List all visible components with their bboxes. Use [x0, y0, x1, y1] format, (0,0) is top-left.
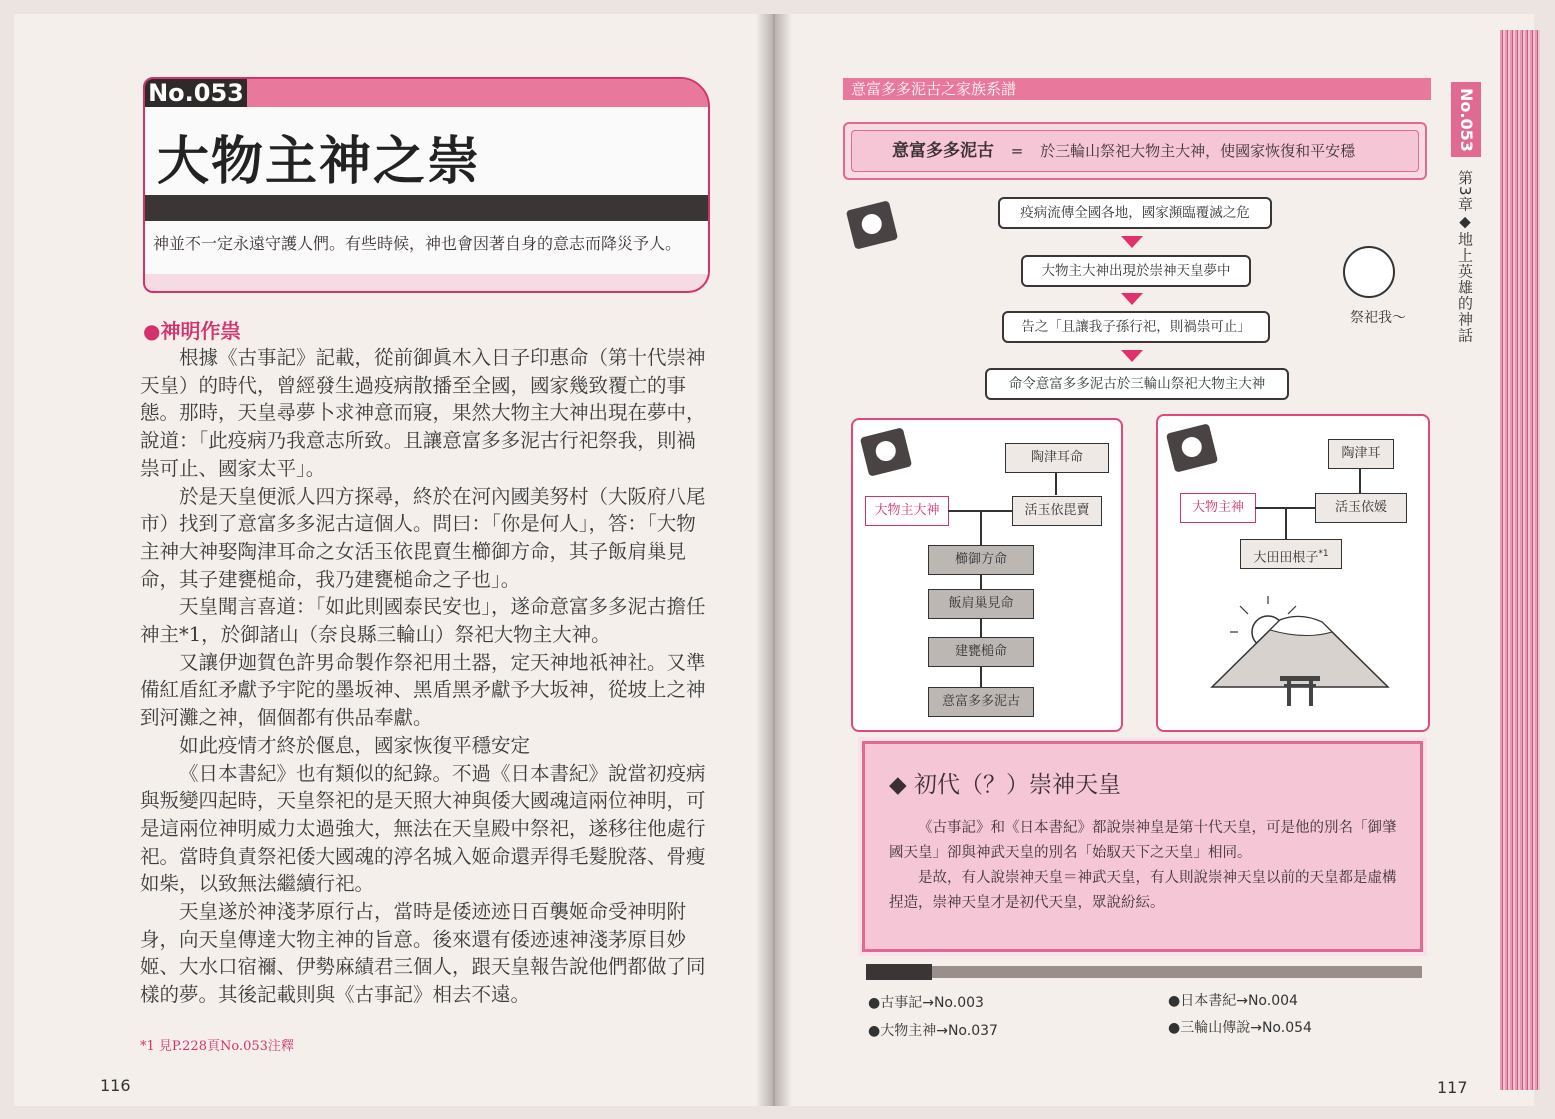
tree-node-father-in-law: 陶津耳命 [1005, 443, 1109, 473]
tree-node-child-note: *1 [1318, 549, 1329, 559]
tree-node-god: 大物主大神 [865, 496, 949, 526]
paragraph: 天皇遂於神淺茅原行占，當時是倭迹迹日百襲姬命受神明附身，向天皇傳達大物主神的旨意。後來還有倭迹速神淺茅原目妙姬、大水口宿禰、伊勢麻績君三個人，跟天皇報告說他們都做了同樣的夢。其後記載則與《古事記》相去不遠。 [140, 900, 706, 1007]
flow-step: 命令意富多多泥古於三輪山祭祀大物主大神 [985, 368, 1289, 400]
side-tab-number: No.053 [1451, 82, 1481, 157]
tree-node-wife: 活玉依毘賣 [1012, 496, 1102, 526]
reference-bar-tab [866, 964, 932, 980]
tree-node-child [1240, 539, 1342, 569]
equation-definition: 於三輪山祭祀大物主大神，使國家恢復和平安穩 [1040, 142, 1356, 160]
tree-node-wife: 活玉依媛 [1315, 493, 1407, 523]
page-number-left: 116 [100, 1076, 131, 1095]
reference-item: ●古事記→No.003 [868, 995, 984, 1011]
reference-item: ●大物主神→No.037 [868, 1023, 998, 1039]
paragraph: 如此疫情才終於偃息，國家恢復平穩安定 [179, 733, 531, 757]
paragraph: 《日本書紀》也有類似的紀錄。不過《日本書紀》說當初疫病與叛變四起時，天皇祭祀的是天照大神與倭大國魂這兩位神明，可是這兩位神明威力太過強大，無法在天皇殿中祭祀，遂移往他處行祀。當時負責祭祀倭大國魂的渟名城入姬命還弄得毛髮脫落、骨瘦如柴，以致無法繼續行祀。 [140, 761, 706, 896]
diagram-title: 意富多多泥古之家族系譜 [843, 78, 1431, 100]
mountain-torii-illustration [1210, 592, 1390, 712]
tree-connector [1055, 473, 1057, 495]
entry-number: No.053 [145, 79, 247, 107]
deity-character-icon [1343, 246, 1395, 298]
side-chapter-title: 第3章◆地上英雄的神話 [1456, 170, 1474, 344]
lead-text: 神並不一定永遠守護人們。有些時候，神也會因著自身的意志而降災予人。 [153, 234, 682, 253]
flow-step: 告之「且讓我子孫行祀，則禍祟可止」 [1002, 311, 1270, 343]
tree-node-father-in-law: 陶津耳 [1328, 439, 1394, 469]
down-arrow-icon [1121, 236, 1143, 248]
equation-sign: = [1010, 142, 1024, 160]
tree-connector [980, 667, 982, 687]
speech-text: 祭祀我〜 [1350, 310, 1406, 326]
page-title: 大物主神之崇 [157, 132, 482, 192]
paragraph: 於是天皇便派人四方探尋，終於在河內國美努村（大阪府八尾市）找到了意富多多泥古這個人。問曰：「你是何人」，答：「大物主神大神娶陶津耳命之女活玉依毘賣生櫛御方命，其子飯肩巢見命，其子建甕槌命，我乃建甕槌命之子也」。 [140, 484, 706, 591]
tree-node-descendant: 飯肩巢見命 [928, 589, 1034, 619]
equation-box [843, 122, 1427, 180]
title-block [143, 77, 710, 293]
reference-item: ●三輪山傳說→No.054 [1168, 1020, 1312, 1036]
page-edge [1500, 30, 1540, 1090]
info-paragraph: 《古事記》和《日本書紀》都說崇神皇是第十代天皇，可是他的別名「御肇國天皇」卻與神武天皇的別名「始馭天下之天皇」相同。 [889, 820, 1397, 861]
footnote: *1 見P.228頁No.053注釋 [140, 1039, 294, 1054]
diamond-ornament-icon: ◆ [889, 772, 907, 798]
page-number-right: 117 [1437, 1078, 1468, 1097]
tree-node-god: 大物主神 [1180, 493, 1256, 523]
tree-node-descendant: 建甕槌命 [928, 637, 1034, 667]
section-heading: ●神明作祟 [143, 319, 241, 343]
body-text [140, 344, 706, 1009]
paragraph: 天皇聞言喜道：「如此則國泰民安也」，遂命意富多多泥古擔任神主*1，於御諸山（奈良縣三輪山）祭祀大物主大神。 [140, 595, 706, 647]
paragraph: 又讓伊迦賀色許男命製作祭祀用土器，定天神地祇神社。又準備紅盾紅矛獻予宇陀的墨坂神、黑盾黑矛獻予大坂神，從坡上之神到河灘之神，個個都有供品奉獻。 [140, 650, 706, 730]
tree-connector [980, 619, 982, 637]
info-box-title-text: 初代（？）崇神天皇 [914, 772, 1122, 798]
info-box [862, 741, 1423, 952]
tree-node-descendant: 意富多多泥古 [928, 687, 1034, 717]
down-arrow-icon [1121, 293, 1143, 305]
paragraph: 根據《古事記》記載，從前御眞木入日子印惠命（第十代崇神天皇）的時代，曾經發生過疫病散播至全國，國家幾致覆亡的事態。那時，天皇尋夢卜求神意而寢，果然大物主大神出現在夢中，說道：「此疫病乃我意志所致。且讓意富多多泥古行祀祭我，則禍祟可止、國家太平」。 [140, 346, 706, 480]
info-box-title [889, 766, 1121, 799]
tree-connector [980, 575, 982, 589]
tree-connector [1359, 469, 1361, 493]
info-paragraph: 是故，有人說崇神天皇＝神武天皇，有人則說崇神天皇以前的天皇都是虛構捏造，崇神天皇才是初代天皇，眾說紛紜。 [889, 870, 1397, 911]
book-gutter [756, 14, 792, 1106]
equation-term: 意富多多泥古 [892, 141, 994, 161]
tree-connector [980, 510, 982, 546]
reference-item: ●日本書紀→No.004 [1168, 993, 1298, 1009]
tree-node-descendant: 櫛御方命 [928, 545, 1034, 575]
flow-step: 疫病流傳全國各地，國家瀕臨覆滅之危 [998, 197, 1272, 229]
down-arrow-icon [1121, 350, 1143, 362]
flow-step: 大物主大神出現於崇神天皇夢中 [1021, 255, 1251, 287]
reference-bar [866, 966, 1422, 978]
tree-connector [1285, 507, 1287, 539]
equation-inner [851, 130, 1419, 172]
title-dark-band [145, 195, 708, 221]
title-top-band [247, 79, 708, 107]
tree-node-child-label: 大田田根子 [1253, 550, 1319, 566]
info-box-text [889, 816, 1405, 916]
